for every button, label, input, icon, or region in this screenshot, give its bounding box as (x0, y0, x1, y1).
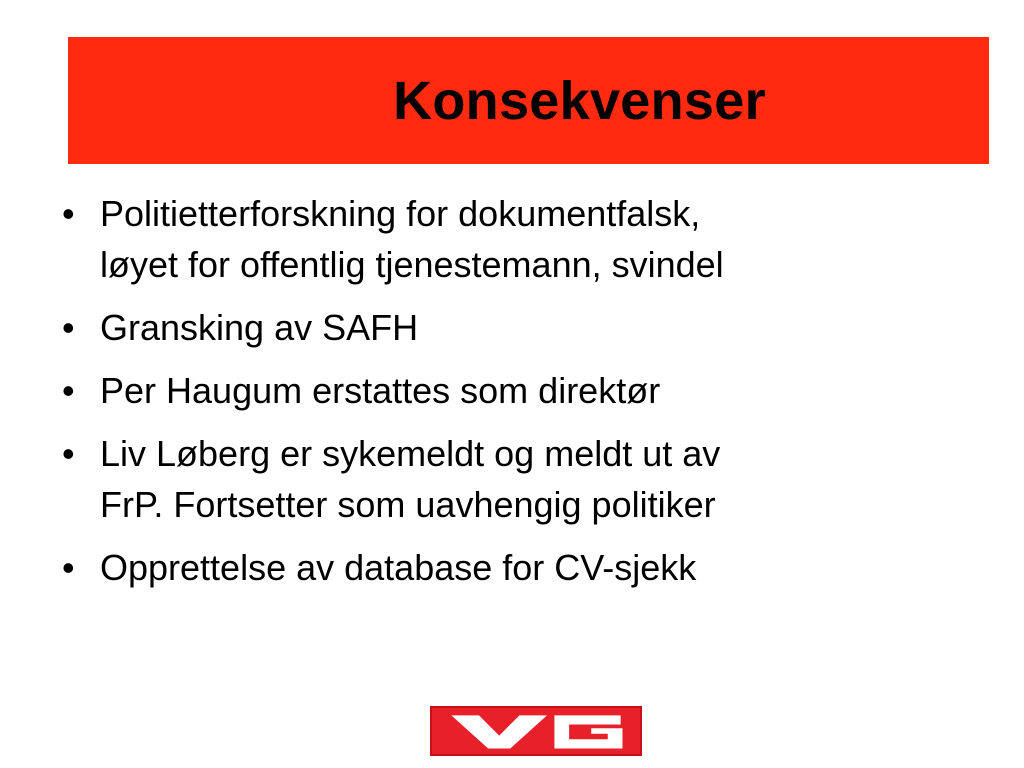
bullet-text-line: Politietterforskning for dokumentfalsk, (100, 193, 701, 234)
bullet-marker: • (62, 307, 75, 348)
bullet-marker: • (62, 370, 75, 411)
title-band (68, 37, 989, 164)
bullet-item (58, 428, 958, 530)
bullet-text-line: Opprettelse av database for CV-sjekk (100, 547, 697, 588)
bullet-marker: • (62, 433, 75, 474)
bullet-item (58, 365, 958, 416)
bullet-item (58, 542, 958, 593)
vg-logo-icon (430, 706, 642, 756)
bullet-text-line: Liv Løberg er sykemeldt og meldt ut av (100, 433, 721, 474)
slide-title: Konsekvenser (393, 70, 766, 131)
bullet-marker: • (62, 547, 75, 588)
bullet-marker: • (62, 193, 75, 234)
bullet-item (58, 302, 958, 353)
bullet-text-line: Gransking av SAFH (100, 307, 419, 348)
vg-logo-graphic (432, 708, 640, 754)
bullet-list (58, 188, 958, 605)
bullet-item (58, 188, 958, 290)
bullet-text-line: løyet for offentlig tjenestemann, svindel (100, 244, 724, 285)
bullet-text-line: Per Haugum erstattes som direktør (100, 370, 661, 411)
bullet-text-line: FrP. Fortsetter som uavhengig politiker (100, 484, 716, 525)
